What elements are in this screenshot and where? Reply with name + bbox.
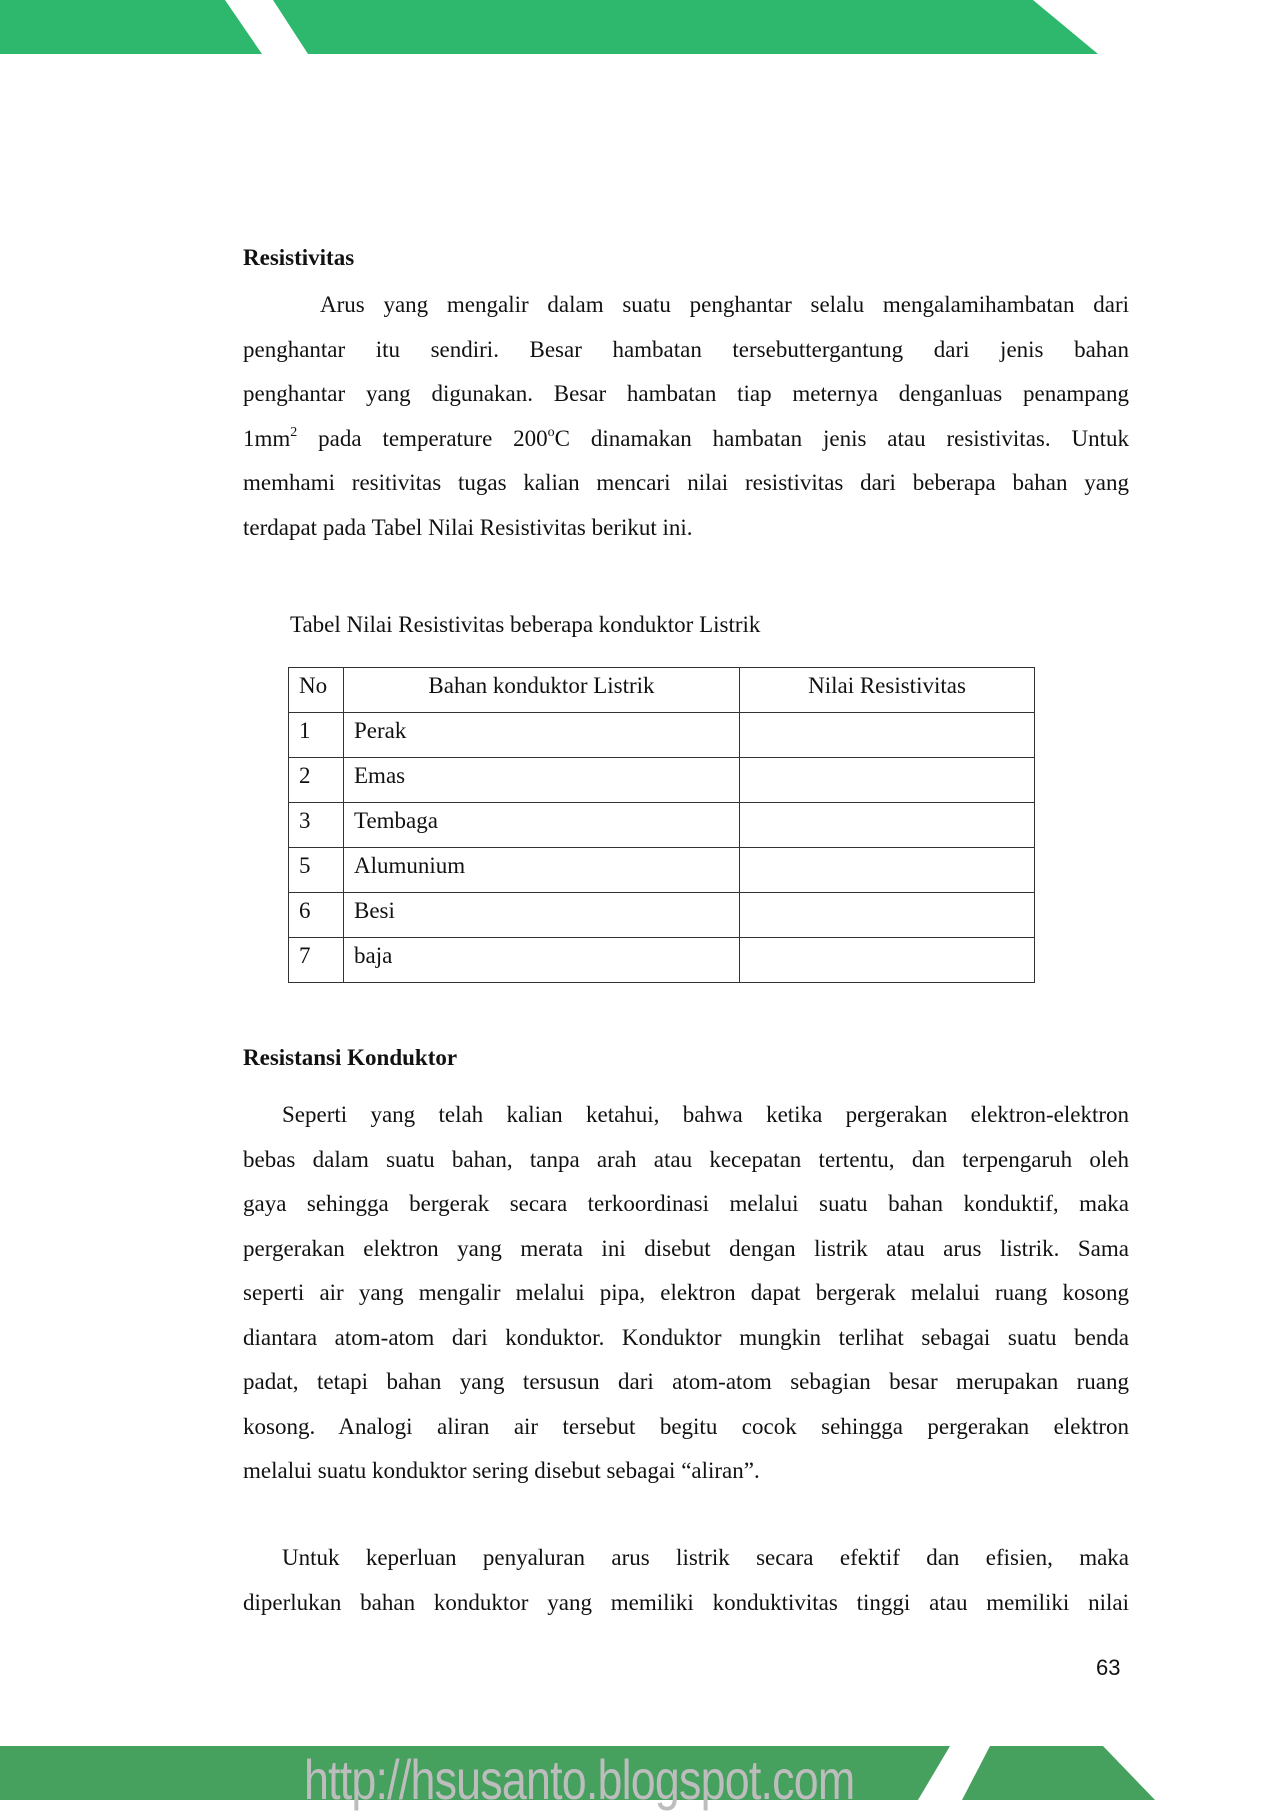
page-number: 63 <box>1096 1655 1121 1680</box>
section-heading-resistansi-konduktor: Resistansi Konduktor <box>243 1045 458 1070</box>
cell-bahan: Tembaga <box>344 803 740 848</box>
cell-bahan: Perak <box>344 713 740 758</box>
text-line: diperlukan bahan konduktor yang memiliki konduktivitas tinggi atau memiliki nilai <box>243 1589 1129 1615</box>
table-row <box>289 758 1035 803</box>
cell-bahan: baja <box>344 938 740 983</box>
paragraph-resistivitas <box>243 283 1129 550</box>
cell-bahan: Besi <box>344 893 740 938</box>
table-row <box>289 848 1035 893</box>
text-line: diantara atom-atom dari konduktor. Konduktor mungkin terlihat sebagai suatu benda <box>243 1324 1129 1350</box>
text-line-with-superscripts <box>243 417 1129 462</box>
cell-nilai <box>740 848 1035 893</box>
paragraph-resistansi-1 <box>243 1093 1129 1494</box>
text-line: terdapat pada Tabel Nilai Resistivitas berikut ini. <box>243 514 693 540</box>
text-line: seperti air yang mengalir melalui pipa, elektron dapat bergerak melalui ruang kosong <box>243 1280 1129 1305</box>
text-line: pergerakan elektron yang merata ini disebut dengan listrik atau arus listrik. Sama <box>243 1235 1129 1261</box>
text-line: gaya sehingga bergerak secara terkoordinasi melalui suatu bahan konduktif, maka <box>243 1191 1129 1216</box>
text-line: bebas dalam suatu bahan, tanpa arah atau kecepatan tertentu, dan terpengaruh oleh <box>243 1146 1129 1172</box>
table-row <box>289 803 1035 848</box>
text-fragment: pada temperature 200 <box>297 425 548 451</box>
text-line: melalui suatu konduktor sering disebut sebagai “aliran”. <box>243 1458 760 1483</box>
header-bahan: Bahan konduktor Listrik <box>344 668 740 713</box>
top-band-right-segment <box>273 0 1098 54</box>
superscript-degree: o <box>547 424 555 440</box>
table-row <box>289 938 1035 983</box>
text-line: Untuk keperluan penyaluran arus listrik secara efektif dan efisien, maka <box>282 1545 1129 1570</box>
text-fragment: 1mm <box>243 425 291 451</box>
cell-nilai <box>740 758 1035 803</box>
cell-no: 2 <box>289 758 344 803</box>
resistivity-table <box>288 667 1035 983</box>
cell-bahan: Alumunium <box>344 848 740 893</box>
footer-url-watermark: http://hsusanto.blogspot.com <box>304 1748 855 1811</box>
text-line: kosong. Analogi aliran air tersebut begitu cocok sehingga pergerakan elektron <box>243 1413 1129 1439</box>
cell-no: 7 <box>289 938 344 983</box>
table-header-row <box>289 668 1035 713</box>
text-line: Seperti yang telah kalian ketahui, bahwa ketika pergerakan elektron-elektron <box>282 1102 1129 1127</box>
text-line: penghantar itu sendiri. Besar hambatan tersebuttergantung dari jenis bahan <box>243 336 1129 362</box>
table-row <box>289 713 1035 758</box>
text-line: penghantar yang digunakan. Besar hambatan tiap meternya denganluas penampang <box>243 381 1129 406</box>
table-caption: Tabel Nilai Resistivitas beberapa konduktor Listrik <box>290 612 761 637</box>
bottom-band-right-segment <box>962 1746 1155 1800</box>
section-heading-resistivitas: Resistivitas <box>243 245 355 270</box>
paragraph-resistansi-2 <box>243 1536 1129 1625</box>
cell-nilai <box>740 803 1035 848</box>
text-line: memhami resitivitas tugas kalian mencari nilai resistivitas dari beberapa bahan yang <box>243 470 1129 495</box>
text-line: Arus yang mengalir dalam suatu penghantar selalu mengalamihambatan dari <box>320 292 1129 317</box>
text-line: padat, tetapi bahan yang tersusun dari atom-atom sebagian besar merupakan ruang <box>243 1369 1129 1394</box>
superscript-squared: 2 <box>290 424 298 440</box>
cell-no: 1 <box>289 713 344 758</box>
cell-bahan: Emas <box>344 758 740 803</box>
cell-no: 6 <box>289 893 344 938</box>
top-green-band <box>0 0 1272 54</box>
cell-nilai <box>740 713 1035 758</box>
header-nilai: Nilai Resistivitas <box>740 668 1035 713</box>
cell-nilai <box>740 938 1035 983</box>
text-fragment: C dinamakan hambatan jenis atau resistivitas. Untuk <box>554 425 1129 451</box>
top-band-left-segment <box>0 0 262 54</box>
cell-no: 3 <box>289 803 344 848</box>
cell-nilai <box>740 893 1035 938</box>
top-band-shape <box>0 0 1272 54</box>
header-no: No <box>289 668 344 713</box>
table-row <box>289 893 1035 938</box>
cell-no: 5 <box>289 848 344 893</box>
